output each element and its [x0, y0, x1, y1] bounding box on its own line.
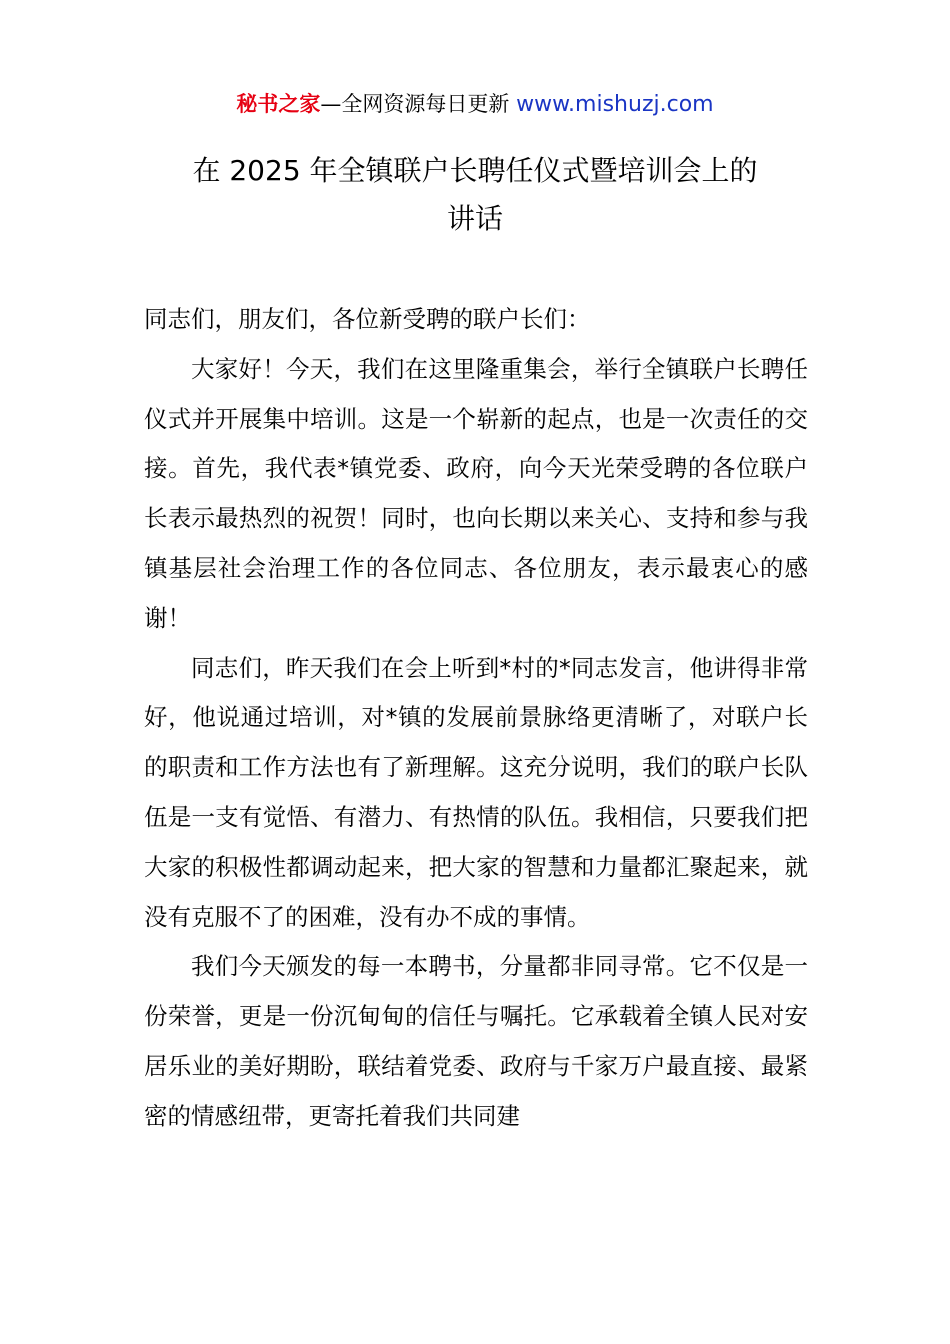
site-url-link[interactable]: www.mishuzj.com [516, 92, 714, 117]
paragraph-3: 我们今天颁发的每一本聘书，分量都非同寻常。它不仅是一份荣誉，更是一份沉甸甸的信任与嘱托。它承载着全镇人民对安居乐业的美好期盼，联结着党委、政府与千家万户最直接、最紧密的情感纽带，更寄托着我们共同建 [144, 952, 808, 1130]
paragraph-2: 同志们，昨天我们在会上听到*村的*同志发言，他讲得非常好，他说通过培训，对*镇的发展前景脉络更清晰了，对联户长的职责和工作方法也有了新理解。这充分说明，我们的联户长队伍是一支有觉悟、有潜力、有热情的队伍。我相信，只要我们把大家的积极性都调动起来，把大家的智慧和力量都汇聚起来，就没有克服不了的困难，没有办不成的事情。 [144, 653, 808, 931]
paragraph-1: 大家好！今天，我们在这里隆重集会，举行全镇联户长聘任仪式并开展集中培训。这是一个崭新的起点，也是一次责任的交接。首先，我代表*镇党委、政府，向今天光荣受聘的各位联户长表示最热烈的祝贺！同时，也向长期以来关心、支持和参与我镇基层社会治理工作的各位同志、各位朋友，表示最衷心的感谢！ [144, 354, 808, 632]
site-header [0, 88, 950, 121]
header-tagline: —全网资源每日更新 [320, 92, 510, 116]
salutation: 同志们，朋友们，各位新受聘的联户长们： [144, 305, 591, 333]
title-line-2: 讲话 [446, 202, 503, 235]
document-title [150, 147, 800, 243]
brand-name: 秘书之家 [236, 92, 321, 116]
title-line-1: 在 2025 年全镇联户长聘任仪式暨培训会上的 [192, 154, 758, 187]
document-body [144, 295, 808, 1142]
